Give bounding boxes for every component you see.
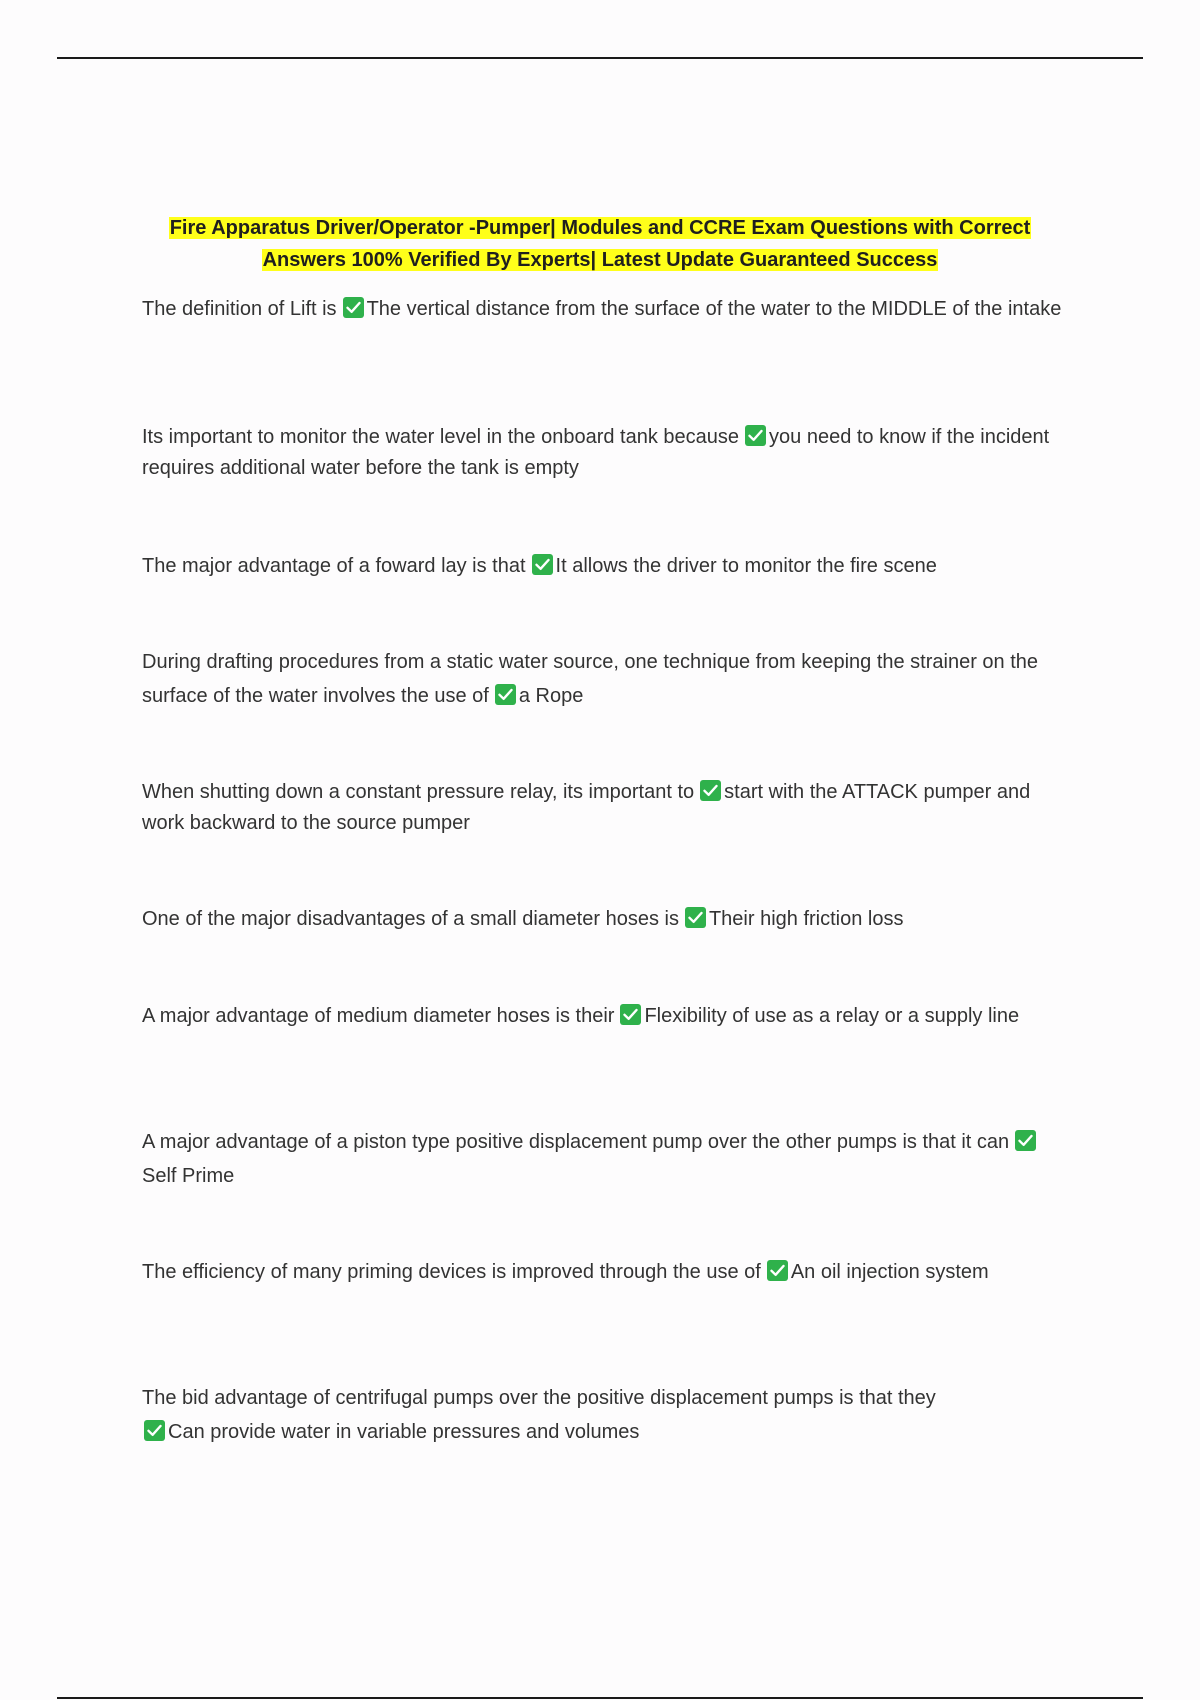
footer-rule: [57, 1697, 1143, 1699]
answer-text: you need to know if the incident requires additional water before the tank is empty: [142, 426, 1050, 479]
answer-text: It allows the driver to monitor the fire scene: [555, 555, 937, 577]
check-mark-icon: [700, 780, 721, 801]
question-text: The definition of Lift is: [142, 298, 337, 320]
answer-text: a Rope: [518, 685, 584, 707]
question-text: The efficiency of many priming devices is improved through the use of: [142, 1261, 761, 1283]
check-mark-icon: [685, 907, 706, 928]
answer-text: Self Prime: [142, 1165, 235, 1187]
check-mark-icon: [745, 425, 766, 446]
check-mark-icon: [1015, 1130, 1036, 1151]
question-text: The bid advantage of centrifugal pumps over the positive displacement pumps is that they: [142, 1387, 936, 1409]
answer-text: The vertical distance from the surface of the water to the MIDDLE of the intake: [366, 298, 1062, 320]
answer-text: Their high friction loss: [708, 908, 904, 930]
qa-item-9: [142, 1257, 1062, 1288]
check-mark-icon: [343, 297, 364, 318]
qa-item-1: [142, 294, 1062, 325]
qa-item-6: [142, 904, 1062, 935]
question-text: One of the major disadvantages of a small diameter hoses is: [142, 908, 679, 930]
answer-text: Flexibility of use as a relay or a supply line: [644, 1005, 1020, 1027]
question-text: Its important to monitor the water level in the onboard tank because: [142, 426, 740, 448]
question-text: A major advantage of a piston type positive displacement pump over the other pumps is that it can: [142, 1131, 1010, 1153]
document-title-line-1: Fire Apparatus Driver/Operator -Pumper| Modules and CCRE Exam Questions with Correct: [169, 217, 1031, 239]
question-text: During drafting procedures from a static water source, one technique from keeping the strainer on the surface of the water involves the use of: [142, 651, 1039, 707]
qa-item-2: [142, 422, 1062, 484]
qa-item-10: [142, 1381, 1062, 1449]
check-mark-icon: [144, 1420, 165, 1441]
answer-text: start with the ATTACK pumper and work backward to the source pumper: [142, 781, 1031, 834]
question-text: A major advantage of medium diameter hoses is their: [142, 1005, 615, 1027]
qa-item-4: [142, 645, 1062, 713]
answer-text: Can provide water in variable pressures and volumes: [168, 1421, 640, 1443]
check-mark-icon: [767, 1260, 788, 1281]
qa-item-7: [142, 1001, 1062, 1032]
document-title-line-2: Answers 100% Verified By Experts| Latest Update Guaranteed Success: [262, 249, 938, 271]
question-text: When shutting down a constant pressure relay, its important to: [142, 781, 695, 803]
answer-text: An oil injection system: [790, 1261, 989, 1283]
question-text: The major advantage of a foward lay is that: [142, 555, 526, 577]
qa-item-8: [142, 1125, 1062, 1193]
check-mark-icon: [495, 684, 516, 705]
qa-item-5: [142, 777, 1062, 839]
check-mark-icon: [532, 554, 553, 575]
qa-item-3: [142, 551, 1062, 582]
document-title: [140, 212, 1060, 276]
header-rule: [57, 57, 1143, 59]
check-mark-icon: [620, 1004, 641, 1025]
